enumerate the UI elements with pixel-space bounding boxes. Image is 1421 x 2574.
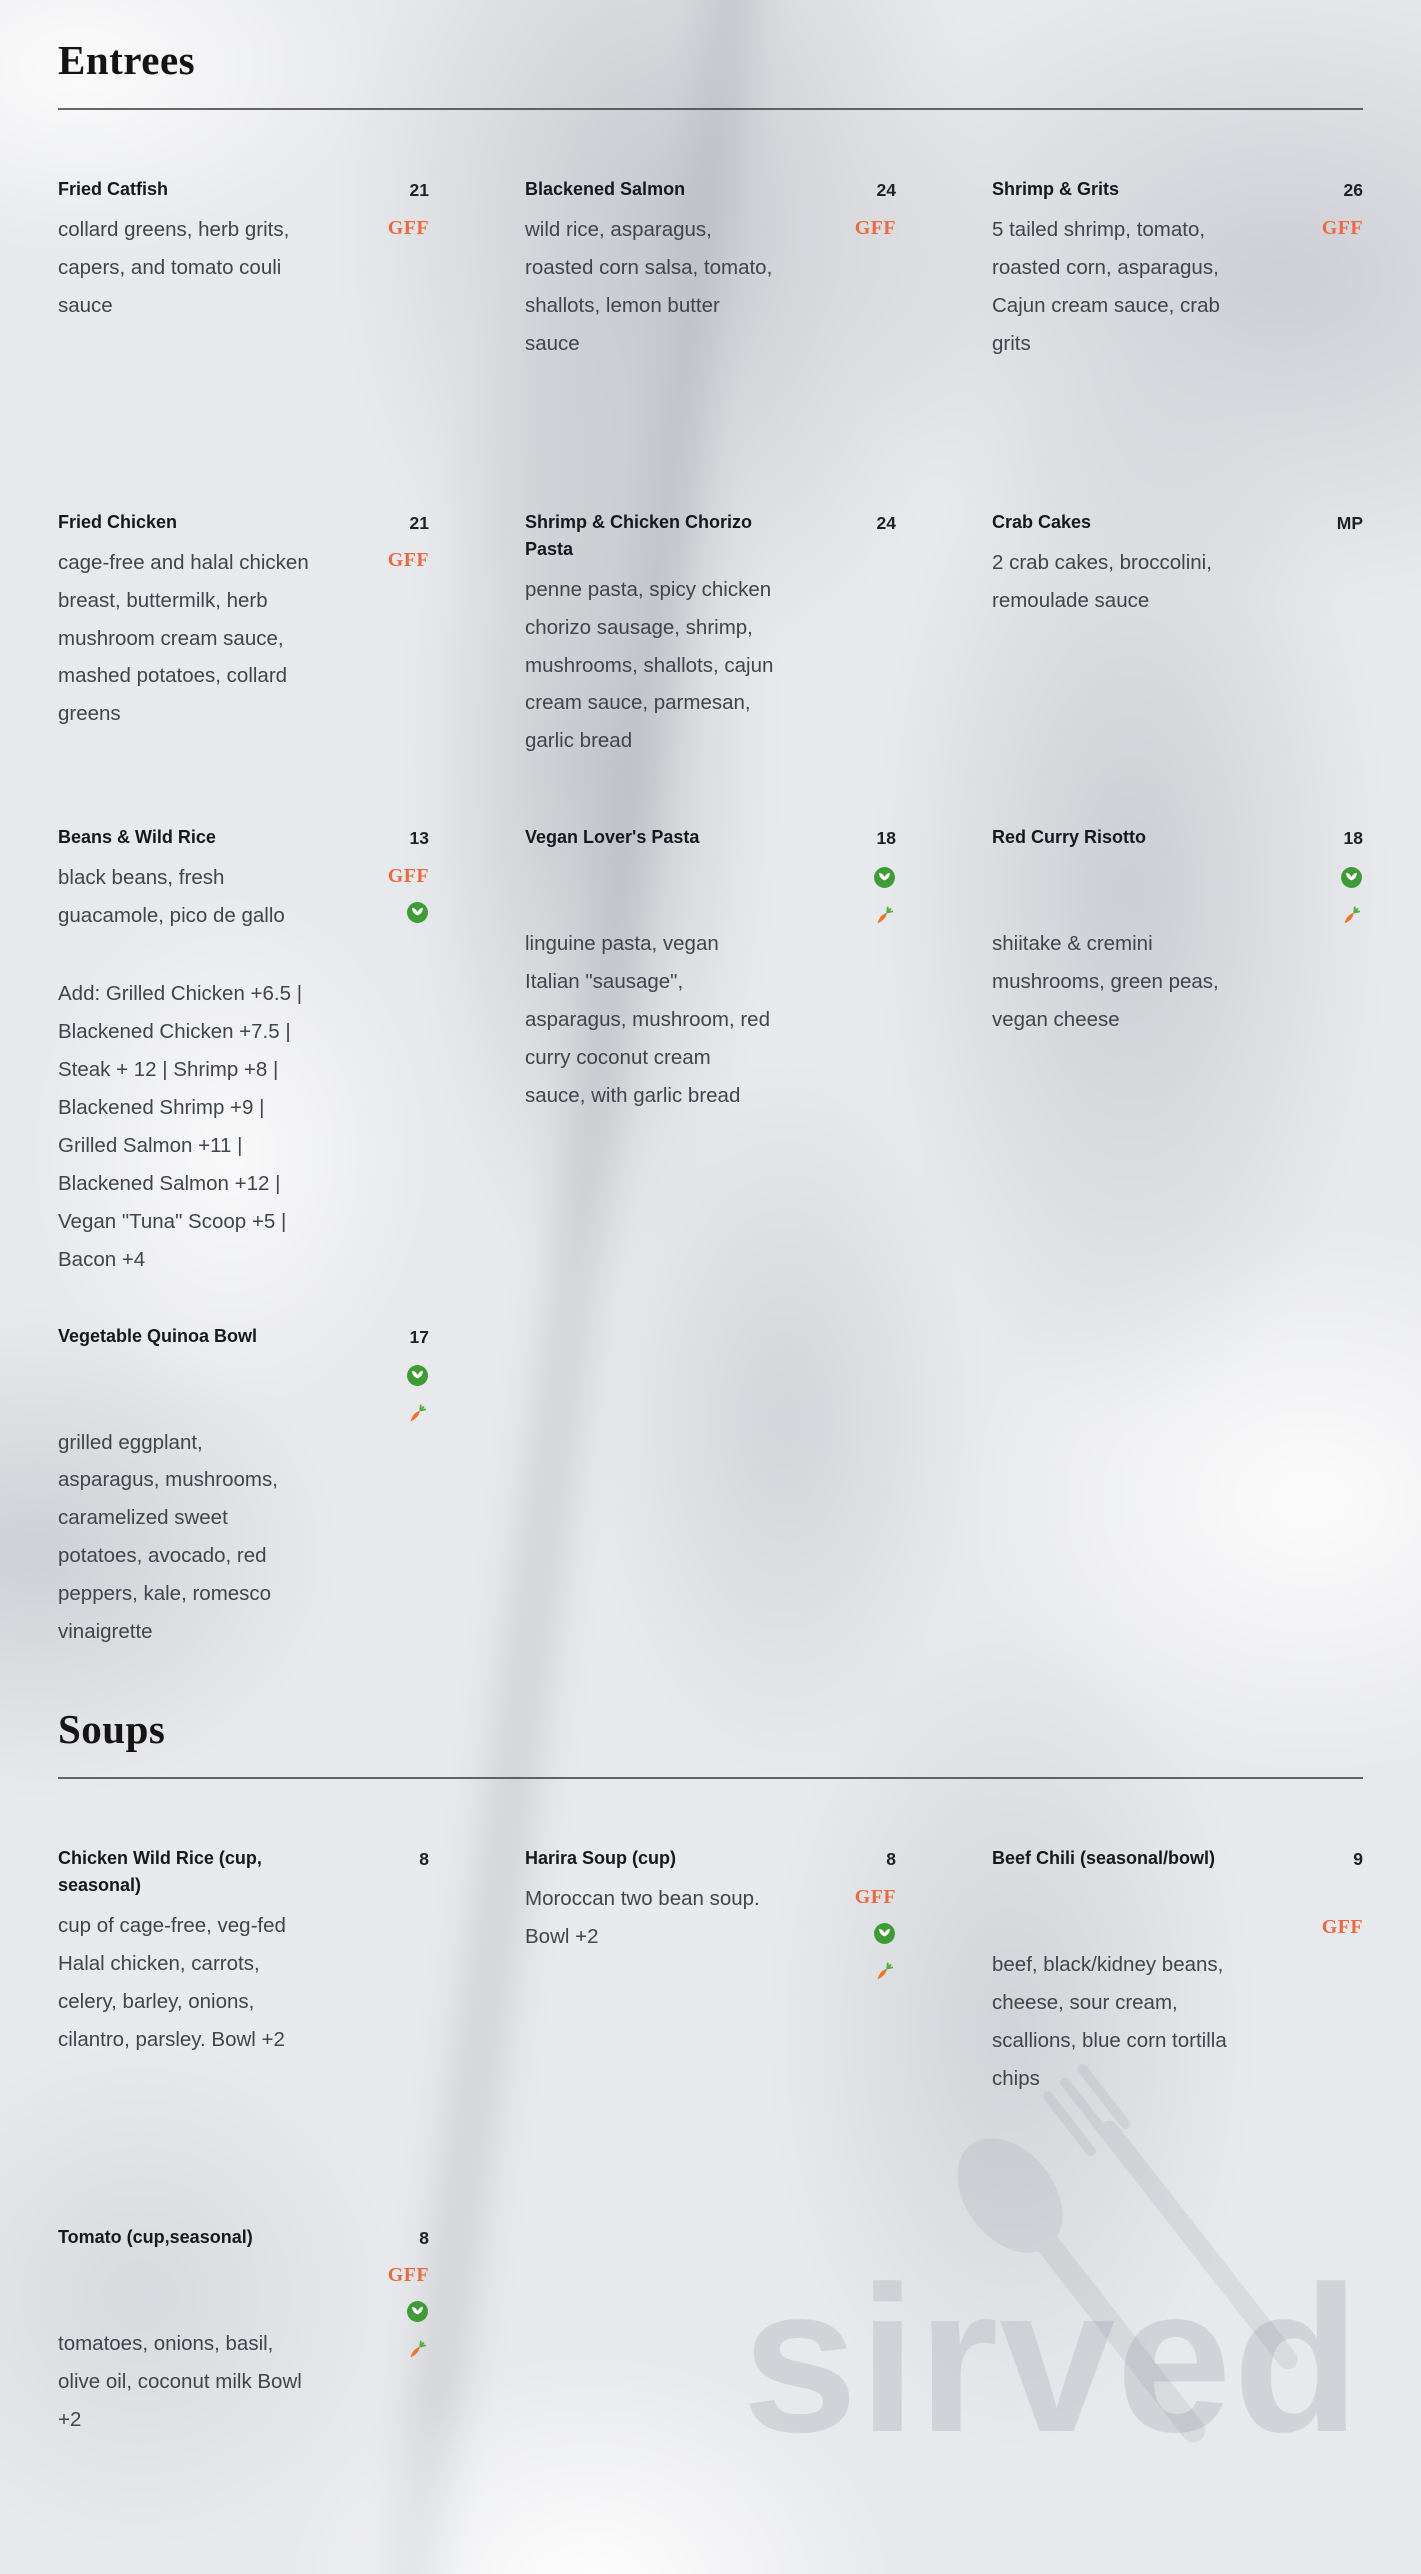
vegan-leaves-icon [873,1922,896,1945]
section-title-soups: Soups [58,1706,166,1753]
gluten-free-badge: GFF [1321,1915,1363,1938]
item-title: Fried Chicken [58,511,178,532]
carrot-icon [406,1402,429,1425]
item-price: 13 [409,828,429,849]
entrees-row-4 [58,1323,1363,1652]
item-price: 8 [419,1849,429,1870]
entrees-row-3 [58,824,1363,1278]
gluten-free-badge: GFF [387,549,429,572]
item-description: linguine pasta, vegan Italian "sausage", asparagus, mushroom, red curry coconut cream sauce, with garlic bread [525,932,770,1107]
soups-row-1 [58,1845,1363,2098]
item-description: 2 crab cakes, broccolini, remoulade sauce [992,550,1212,612]
item-price: 24 [876,180,896,200]
item-price: 21 [409,512,429,533]
section-divider [58,108,1363,110]
item-description: Moroccan two bean soup. Bowl +2 [525,1887,760,1948]
section-entrees [58,36,1363,1651]
item-description: wild rice, asparagus, roasted corn salsa, tomato, shallots, lemon butter sauce [525,218,773,355]
menu-item-chicken-wild-rice [58,1845,429,2098]
section-soups [58,1705,1363,2438]
menu-item-beef-chili [992,1845,1363,2098]
item-title: Tomato (cup,seasonal) [58,2226,253,2247]
vegan-leaves-icon [1340,866,1363,889]
item-price: 8 [886,1849,896,1870]
item-price: 17 [409,1326,429,1347]
item-price: 21 [409,180,429,200]
menu-item-tomato-soup [58,2224,429,2439]
vegan-leaves-icon [406,1364,429,1387]
gluten-free-badge: GFF [854,216,896,239]
item-title: Shrimp & Grits [992,179,1120,199]
vegan-leaves-icon [406,2300,429,2323]
vegan-leaves-icon [406,901,429,924]
item-description: beef, black/kidney beans, cheese, sour cream, scallions, blue corn tortilla chips [992,1953,1227,2090]
item-description: 5 tailed shrimp, tomato, roasted corn, asparagus, Cajun cream sauce, crab grits [992,218,1220,355]
menu-item-vegan-lovers-pasta [525,824,896,1278]
gluten-free-badge: GFF [1321,216,1363,239]
item-description: collard greens, herb grits, capers, and tomato couli sauce [58,218,290,317]
menu-item-crab-cakes [992,509,1363,761]
menu-item-fried-chicken [58,509,429,761]
item-title: Beef Chili (seasonal/bowl) [992,1848,1216,1869]
item-description: cage-free and halal chicken breast, buttermilk, herb mushroom cream sauce, mashed potatoes, collard greens [58,550,309,726]
carrot-icon [873,1960,896,1983]
menu-item-red-curry-risotto [992,824,1363,1278]
item-price: 24 [876,512,896,533]
item-title: Blackened Salmon [525,179,686,199]
entrees-row-2 [58,509,1363,761]
carrot-icon [873,904,896,927]
entrees-row-1 [58,176,1363,363]
item-description: grilled eggplant, asparagus, mushrooms, caramelized sweet potatoes, avocado, red peppers, kale, romesco vinaigrette [58,1430,278,1644]
menu-item-fried-catfish [58,176,429,363]
menu-item-beans-and-wild-rice [58,824,429,1278]
item-title: Fried Catfish [58,179,169,199]
item-title: Vegetable Quinoa Bowl [58,1325,258,1346]
sirved-watermark: sirved [742,2244,1361,2476]
item-description: tomatoes, onions, basil, olive oil, coconut milk Bowl +2 [58,2331,302,2431]
menu-item-shrimp-and-grits [992,176,1363,363]
item-title: Crab Cakes [992,511,1092,532]
item-title: Beans & Wild Rice [58,827,216,848]
item-title: Vegan Lover's Pasta [525,827,700,848]
menu-item-blackened-salmon [525,176,896,363]
section-divider [58,1777,1363,1779]
item-addons: Add: Grilled Chicken +6.5 | Blackened Chicken +7.5 | Steak + 12 | Shrimp +8 | Blackened Shrimp +9 | Grilled Salmon +11 | Blackened Salmon +12 | Vegan "Tuna" Scoop +5 | Bacon +4 [58,982,303,1271]
gluten-free-badge: GFF [854,1885,896,1908]
vegan-leaves-icon [873,866,896,889]
item-description: penne pasta, spicy chicken chorizo sausage, shrimp, mushrooms, shallots, cajun cream sauce, parmesan, garlic bread [525,577,774,753]
item-title: Harira Soup (cup) [525,1848,677,1869]
item-description: black beans, fresh guacamole, pico de gallo [58,866,285,928]
item-description: cup of cage-free, veg-fed Halal chicken, carrots, celery, barley, onions, cilantro, parsley. Bowl +2 [58,1914,286,2051]
gluten-free-badge: GFF [387,216,429,239]
item-price: MP [1336,512,1363,533]
menu-item-vegetable-quinoa-bowl [58,1323,429,1652]
menu-item-shrimp-chicken-chorizo-pasta [525,509,896,761]
menu-item-harira-soup [525,1845,896,2098]
item-description: shiitake & cremini mushrooms, green peas, vegan cheese [992,932,1219,1032]
section-title-entrees: Entrees [58,37,196,83]
gluten-free-badge: GFF [387,2264,429,2287]
item-price: 8 [419,2227,429,2248]
item-title: Chicken Wild Rice (cup, seasonal) [58,1848,262,1896]
item-price: 9 [1353,1849,1363,1870]
item-title: Red Curry Risotto [992,827,1147,848]
item-price: 18 [1343,828,1363,849]
item-price: 26 [1343,180,1363,200]
carrot-icon [406,2338,429,2361]
soups-row-2 [58,2224,1363,2439]
item-price: 18 [876,828,896,849]
carrot-icon [1340,904,1363,927]
gluten-free-badge: GFF [387,864,429,887]
item-title: Shrimp & Chicken Chorizo Pasta [525,511,753,559]
